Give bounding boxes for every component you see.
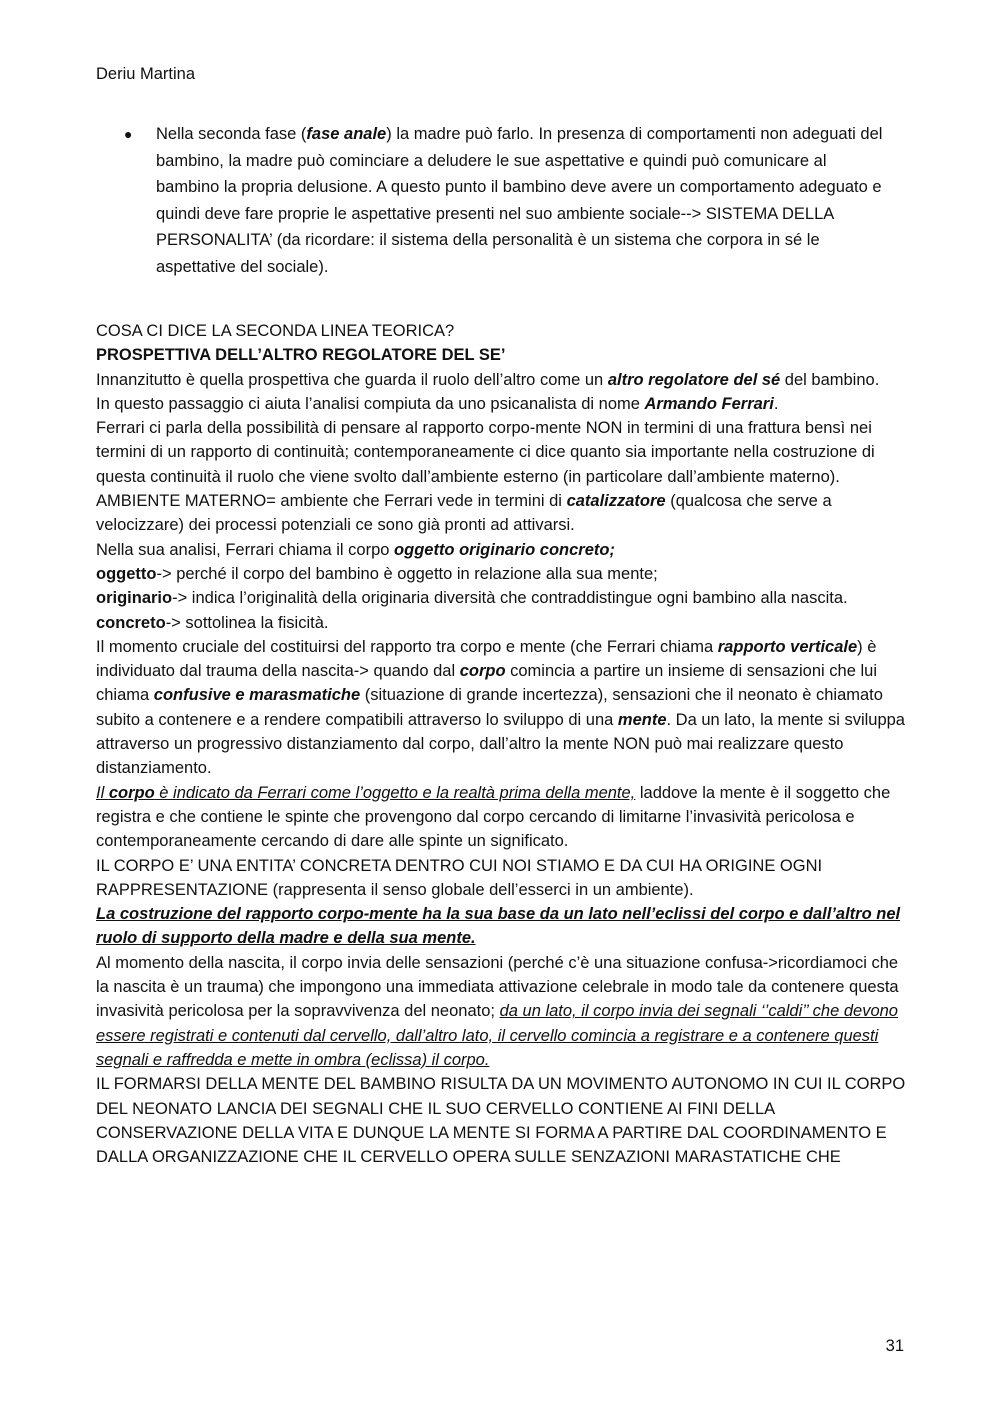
author-header: Deriu Martina bbox=[96, 65, 196, 83]
page-number: 31 bbox=[885, 1337, 904, 1355]
paragraph: IL FORMARSI DELLA MENTE DEL BAMBINO RISULTA DA UN MOVIMENTO AUTONOMO IN CUI IL CORPO DEL NEONATO LANCIA DEI SEGNALI CHE IL SUO CERVELLO CONTIENE AI FINI DELLA CONSERVAZIONE DELLA VITA E DUNQUE LA MENTE SI FORMA A PARTIRE DAL COORDINAMENTO E DALLA ORGANIZZAZIONE CHE IL CERVELLO OPERA SULLE SENZAZIONI MARASTATICHE CHE bbox=[96, 1075, 906, 1167]
key-statement: La costruzione del rapporto corpo-mente ha la sua base da un lato nell’eclissi del corpo e dall’altro nel ruolo di supporto della madre e della sua mente. bbox=[96, 905, 901, 948]
definition-line: concreto-> sottolinea la fisicità. bbox=[96, 613, 329, 632]
paragraph: Il corpo è indicato da Ferrari come l’oggetto e la realtà prima della mente, laddove la mente è il soggetto che registra e che contiene le spinte che provengono dal corpo cercando di limitarne l’invasività pericolosa e contemporaneamente cercando di dare alle spinte un significato. bbox=[96, 783, 891, 851]
bullet-list-item bbox=[124, 121, 884, 281]
definition-line: originario-> indica l’originalità della originaria diversità che contraddistingue ogni bambino alla nascita. bbox=[96, 589, 848, 608]
paragraph: AMBIENTE MATERNO= ambiente che Ferrari vede in termini di catalizzatore (qualcosa che serve a velocizzare) dei processi potenziali ce sono già pronti ad attivarsi. bbox=[96, 492, 832, 535]
paragraph: IL CORPO E’ UNA ENTITA’ CONCRETA DENTRO CUI NOI STIAMO E DA CUI HA ORIGINE OGNI RAPPRESENTAZIONE (rappresenta il senso globale dell’esserci in un ambiente). bbox=[96, 856, 823, 899]
bullet-icon: ● bbox=[124, 126, 133, 142]
paragraph: In questo passaggio ci aiuta l’analisi compiuta da uno psicanalista di nome Armando Ferrari. bbox=[96, 394, 779, 413]
paragraph: Innanzitutto è quella prospettiva che guarda il ruolo dell’altro come un altro regolatore del sé del bambino. bbox=[96, 370, 880, 389]
paragraph: Al momento della nascita, il corpo invia delle sensazioni (perché c’è una situazione confusa->ricordiamoci che la nascita è un trauma) che impongono una immediata attivazione celebrale in modo tale da contenere questa invasività pericolosa per la sopravvivenza del neonato; da un lato, il corpo invia dei segnali ‘’caldi’’ che devono essere registrati e contenuti dal cervello, dall’altro lato, il cervello comincia a registrare e a contenere questi segnali e raffredda e mette in ombra (eclissa) il corpo. bbox=[96, 953, 899, 1069]
paragraph: Ferrari ci parla della possibilità di pensare al rapporto corpo-mente NON in termini di una frattura bensì nei termini di un rapporto di continuità; contemporaneamente ci dice quanto sia importante nella costruzione di questa continuità il ruolo che viene svolto dall’ambiente esterno (in particolare dall’ambiente materno). bbox=[96, 419, 875, 486]
paragraph: Il momento cruciale del costituirsi del rapporto tra corpo e mente (che Ferrari chiama rapporto verticale) è individuato dal trauma della nascita-> quando dal corpo comincia a partire un insieme di sensazioni che lui chiama confusive e marasmatiche (situazione di grande incertezza), sensazioni che il neonato è chiamato subito a contenere e a rendere compatibili attraverso lo sviluppo di una mente. Da un lato, la mente si sviluppa attraverso un progressivo distanziamento dal corpo, dall’altro la mente NON può mai realizzare questo distanziamento. bbox=[96, 637, 905, 778]
document-body bbox=[96, 319, 911, 1169]
section-heading: PROSPETTIVA DELL’ALTRO REGOLATORE DEL SE’ bbox=[96, 346, 506, 365]
paragraph: Nella sua analisi, Ferrari chiama il corpo oggetto originario concreto; bbox=[96, 540, 615, 559]
definition-line: oggetto-> perché il corpo del bambino è oggetto in relazione alla sua mente; bbox=[96, 564, 658, 583]
section-question: COSA CI DICE LA SECONDA LINEA TEORICA? bbox=[96, 322, 455, 340]
bullet-text: Nella seconda fase (fase anale) la madre può farlo. In presenza di comportamenti non adeguati del bambino, la madre può cominciare a deludere le sue aspettative e quindi può comunicare al bambino la propria delusione. A questo punto il bambino deve avere un comportamento adeguato e quindi deve fare proprie le aspettative presenti nel suo ambiente sociale--> SISTEMA DELLA PERSONALITA’ (da ricordare: il sistema della personalità è un sistema che corpora in sé le aspettative del sociale). bbox=[156, 125, 883, 276]
